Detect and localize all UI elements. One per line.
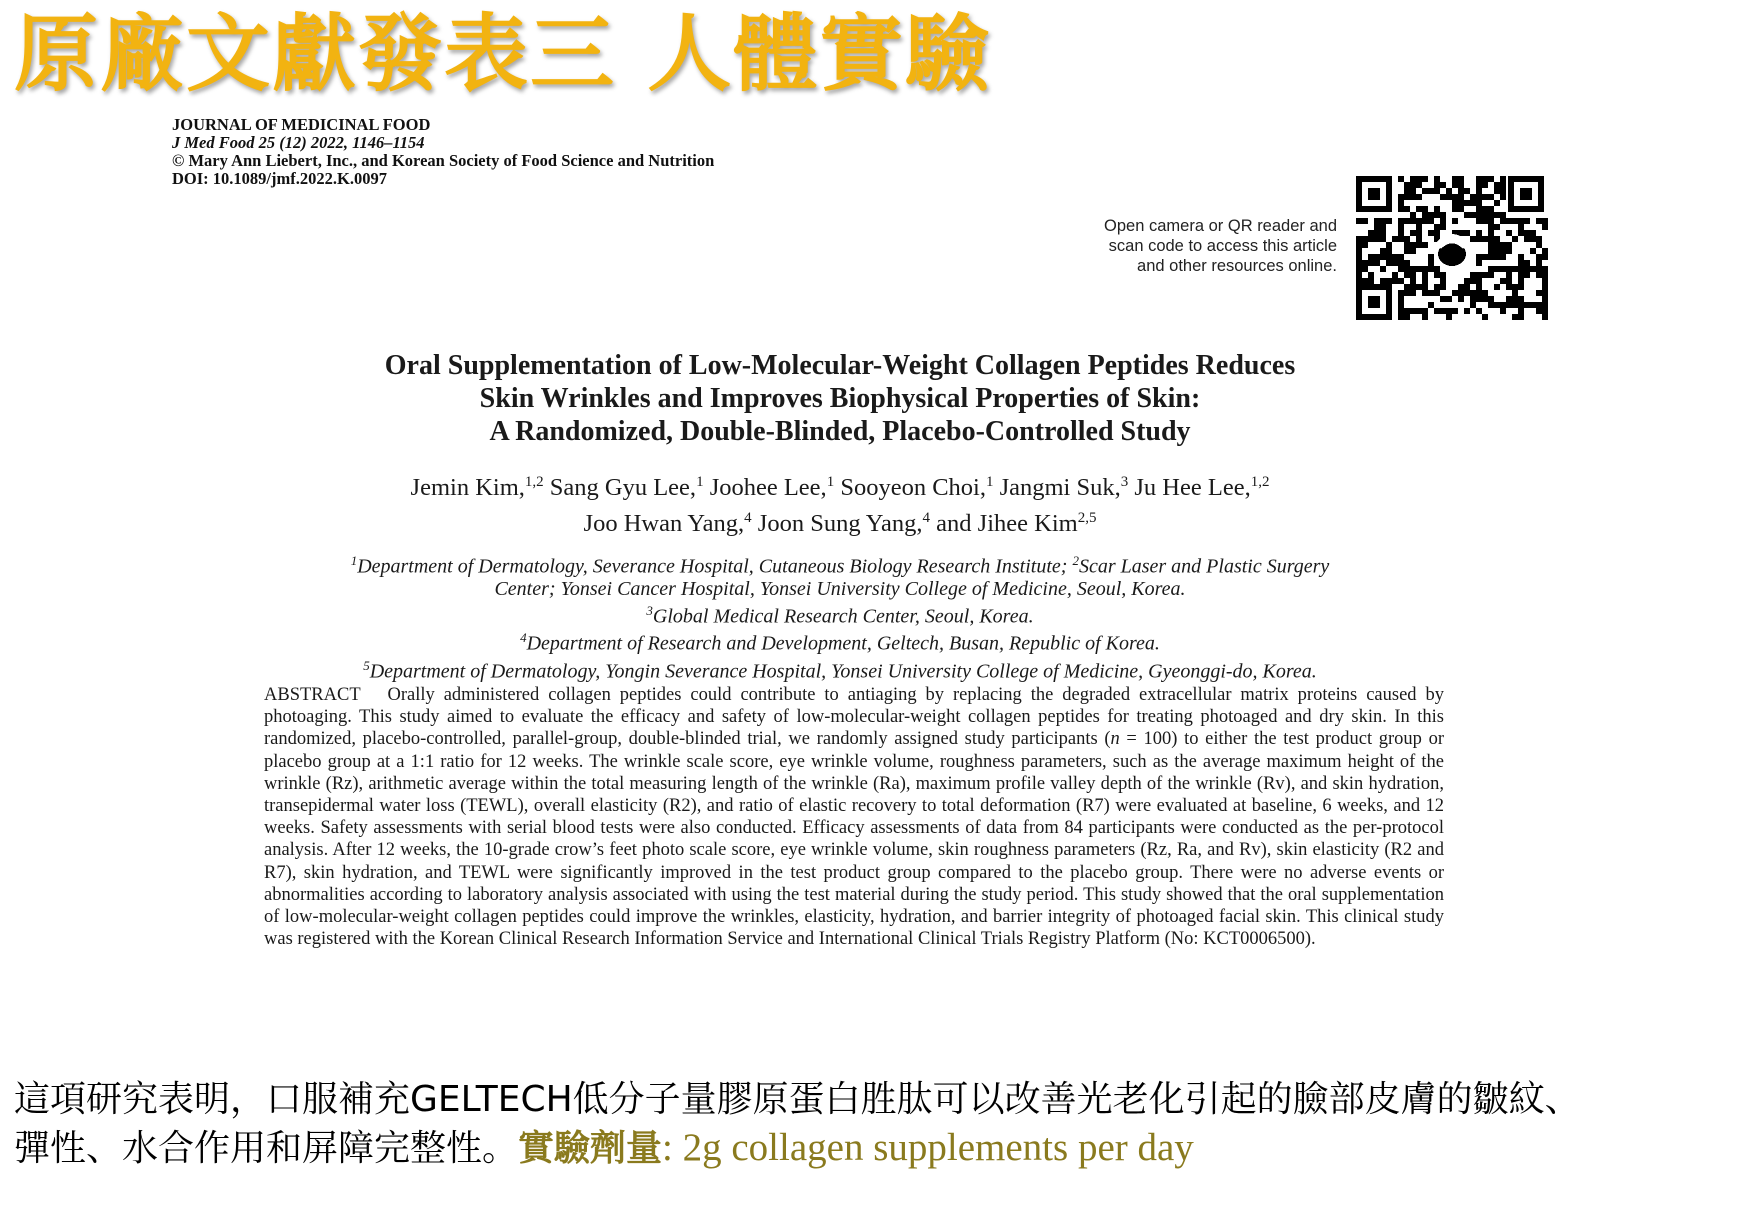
affiliation-line: $^4$Department of Research and Development, Geltech, Busan, Republic of Korea. <box>520 630 1160 655</box>
qr-note-line: and other resources online. <box>1137 257 1337 275</box>
author: Jemin Kim,$^{1,2}$ <box>410 474 544 502</box>
article-title <box>180 349 1500 448</box>
article-title-line: Skin Wrinkles and Improves Biophysical Properties of Skin: <box>479 383 1201 414</box>
author: Joohee Lee,$^1$ <box>709 474 835 502</box>
summary-line: 這項研究表明，口服補充GELTECH低分子量膠原蛋白胜肽可以改善光老化引起的臉部皮膚的皺紋、 <box>14 1079 1581 1120</box>
qr-code-icon[interactable] <box>1352 172 1548 324</box>
author: Jangmi Suk,$^3$ <box>999 474 1129 502</box>
journal-copyright: © Mary Ann Liebert, Inc., and Korean Society of Food Science and Nutrition <box>172 151 715 170</box>
affiliation-line: $^5$Department of Dermatology, Yongin Severance Hospital, Yonsei University College of Medicine, Gyeonggi-do, Korea. <box>363 657 1317 683</box>
affiliations <box>150 550 1530 683</box>
summary-line <box>14 1124 1754 1173</box>
qr-note-line: Open camera or QR reader and <box>1104 217 1337 235</box>
author-line <box>180 503 1500 539</box>
author: and Jihee Kim$^{2,5}$ <box>936 510 1097 538</box>
dose-label: 實驗劑量 <box>518 1128 663 1169</box>
journal-doi[interactable]: DOI: 10.1089/jmf.2022.K.0097 <box>172 169 387 188</box>
article-title-line: A Randomized, Double-Blinded, Placebo-Controlled Study <box>489 416 1191 447</box>
author: Joon Sung Yang,$^4$ <box>757 510 931 538</box>
article-title-line: Oral Supplementation of Low-Molecular-Weight Collagen Peptides Reduces <box>384 350 1296 381</box>
dose-value: : 2g collagen supplements per day <box>662 1126 1194 1169</box>
author-line <box>180 467 1500 503</box>
abstract-text: Orally administered collagen peptides could contribute to antiaging by replacing the degraded extracellular matrix proteins caused by photoaging. This study aimed to evaluate the efficacy and safety of low-molecular-weight collagen peptides for treating photoaged and dry skin. In this randomized, placebo-controlled, parallel-group, double-blinded trial, we randomly assigned study participants ( <box>264 685 1444 750</box>
journal-name: JOURNAL OF MEDICINAL FOOD <box>172 115 431 134</box>
author: Ju Hee Lee,$^{1,2}$ <box>1134 474 1270 502</box>
logo-icon <box>1434 234 1470 270</box>
journal-citation: J Med Food 25 (12) 2022, 1146–1154 <box>172 133 425 152</box>
author: Sooyeon Choi,$^1$ <box>840 474 994 502</box>
author: Joo Hwan Yang,$^4$ <box>583 510 752 538</box>
slide-title: 原廠文獻發表三 人體實驗 <box>14 5 992 103</box>
qr-note-line: scan code to access this article <box>1108 237 1337 255</box>
abstract-text: = 100) to either the test product group or placebo group at a 1:1 ratio for 12 weeks. The wrinkle scale score, eye wrinkle volume, roughness parameters, such as the average maximum height of the wrinkle (Rz), arithmetic average within the total measuring length of the wrinkle (Ra), maximum profile valley depth of the wrinkle (Rv), and skin hydration, transepidermal water loss (TEWL), overall elasticity (R2), and ratio of elastic recovery to total deformation (R7) were evaluated at baseline, 6 weeks, and 12 weeks. Safety assessments with serial blood tests were also conducted. Efficacy assessments of data from 84 participants were conducted as the per-protocol analysis. After 12 weeks, the 10-grade crow’s feet photo scale score, eye wrinkle volume, skin roughness parameters (Rz, Ra, and Rv), skin elasticity (R2 and R7), skin hydration, and TEWL were significantly improved in the test product group compared to the placebo group. There were no adverse events or abnormalities according to laboratory analysis associated with using the test material during the study period. This study showed that the oral supplementation of low-molecular-weight collagen peptides could improve the wrinkles, elasticity, hydration, and barrier integrity of photoaged facial skin. This clinical study was registered with the Korean Clinical Research Information Service and International Clinical Trials Registry Platform (No: KCT0006500). <box>264 729 1444 950</box>
qr-note <box>1010 216 1337 276</box>
affiliation-line: $^1$Department of Dermatology, Severance Hospital, Cutaneous Biology Research Institute; $^2$Scar Laser and Plastic Surgery <box>350 553 1330 578</box>
abstract-n-symbol: n <box>1110 729 1120 750</box>
affiliation-line: $^3$Global Medical Research Center, Seoul, Korea. <box>646 602 1034 628</box>
abstract <box>264 684 1444 950</box>
journal-header <box>172 116 714 188</box>
author-list <box>180 467 1500 539</box>
summary <box>14 1076 1754 1173</box>
abstract-label: ABSTRACT <box>264 685 361 705</box>
summary-text: 彈性、水合作用和屏障完整性。 <box>14 1128 519 1169</box>
affiliation-line: Center; Yonsei Cancer Hospital, Yonsei University College of Medicine, Seoul, Korea. <box>494 577 1186 600</box>
author: Sang Gyu Lee,$^1$ <box>549 474 704 502</box>
